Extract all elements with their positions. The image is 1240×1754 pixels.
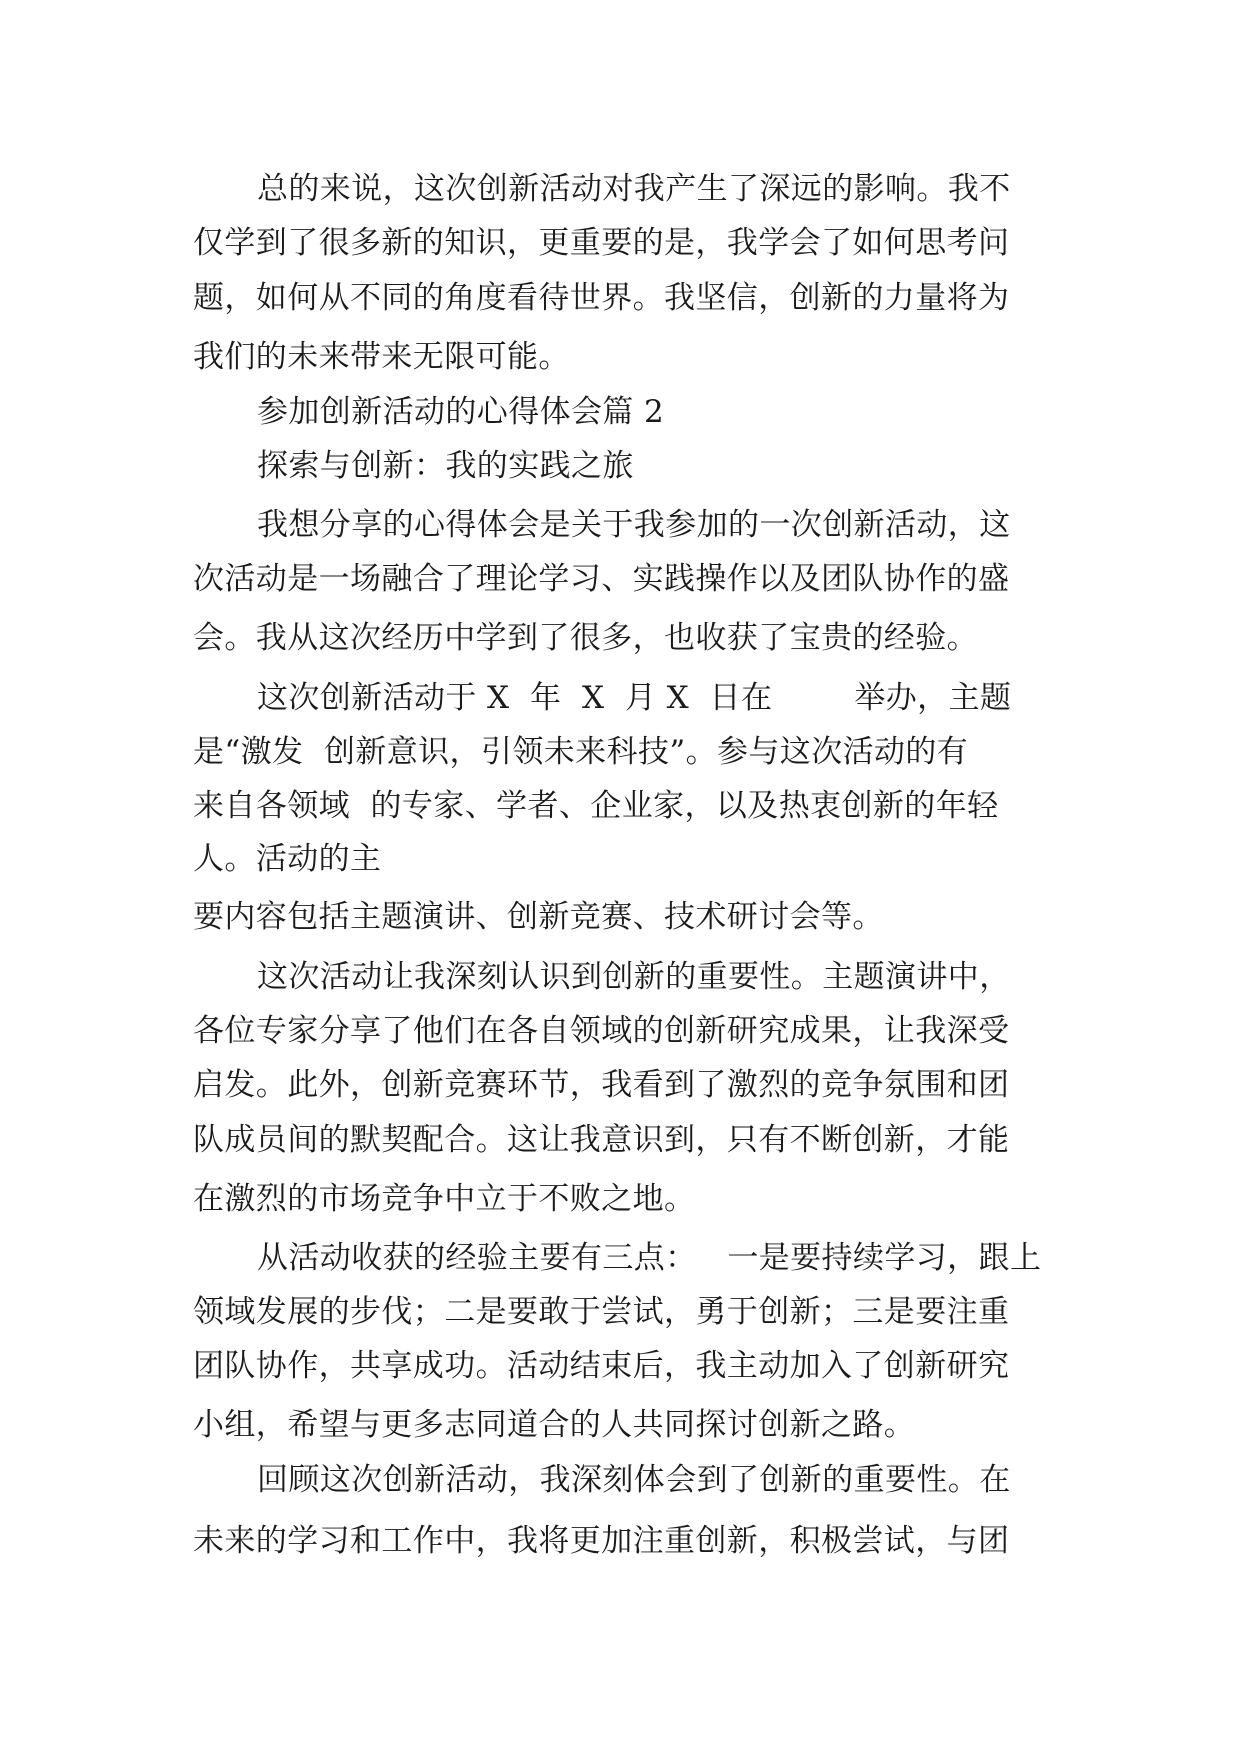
text-line: 这次创新活动于 X 年 X 月 X 日在 举办，主题 [257,680,1012,716]
text-line: 这次活动让我深刻认识到创新的重要性。主题演讲中， [257,959,1011,995]
text-line: 要内容包括主题演讲、创新竞赛、技术研讨会等。 [193,899,884,935]
section-heading: 参加创新活动的心得体会篇 2 [257,394,665,430]
text-line: 在激烈的市场竞争中立于不败之地。 [193,1181,696,1217]
text-line: 仅学到了很多新的知识，更重要的是，我学会了如何思考问 [193,225,1010,261]
text-line: 人。活动的主 [193,841,382,877]
text-line: 未来的学习和工作中，我将更加注重创新，积极尝试，与团 [193,1523,1010,1559]
text-line: 题，如何从不同的角度看待世界。我坚信，创新的力量将为 [193,280,1010,316]
text-line: 各位专家分享了他们在各自领域的创新研究成果，让我深受 [193,1013,1010,1049]
text-line: 队成员间的默契配合。这让我意识到，只有不断创新，才能 [193,1122,1010,1158]
text-line: 我想分享的心得体会是关于我参加的一次创新活动，这 [257,507,1011,543]
text-line: 总的来说，这次创新活动对我产生了深远的影响。我不 [257,171,1011,207]
text-line: 我们的未来带来无限可能。 [193,339,570,375]
text-line: 是“激发 创新意识，引领未来科技”。参与这次活动的有 [193,734,969,770]
text-line: 领域发展的步伐；二是要敢于尝试，勇于创新；三是要注重 [193,1294,1010,1330]
text-line: 从活动收获的经验主要有三点： 一是要持续学习，跟上 [257,1240,1042,1276]
text-line: 团队协作，共享成功。活动结束后，我主动加入了创新研究 [193,1348,1010,1384]
section-subtitle: 探索与创新：我的实践之旅 [257,448,634,484]
text-line: 小组，希望与更多志同道合的人共同探讨创新之路。 [193,1407,916,1443]
text-line: 回顾这次创新活动，我深刻体会到了创新的重要性。在 [257,1462,1011,1498]
text-line: 启发。此外，创新竞赛环节，我看到了激烈的竞争氛围和团 [193,1067,1010,1103]
text-line: 次活动是一场融合了理论学习、实践操作以及团队协作的盛 [193,561,1010,597]
text-line: 来自各领域 的专家、学者、企业家，以及热衷创新的年轻 [193,788,999,824]
text-line: 会。我从这次经历中学到了很多，也收获了宝贵的经验。 [193,620,978,656]
